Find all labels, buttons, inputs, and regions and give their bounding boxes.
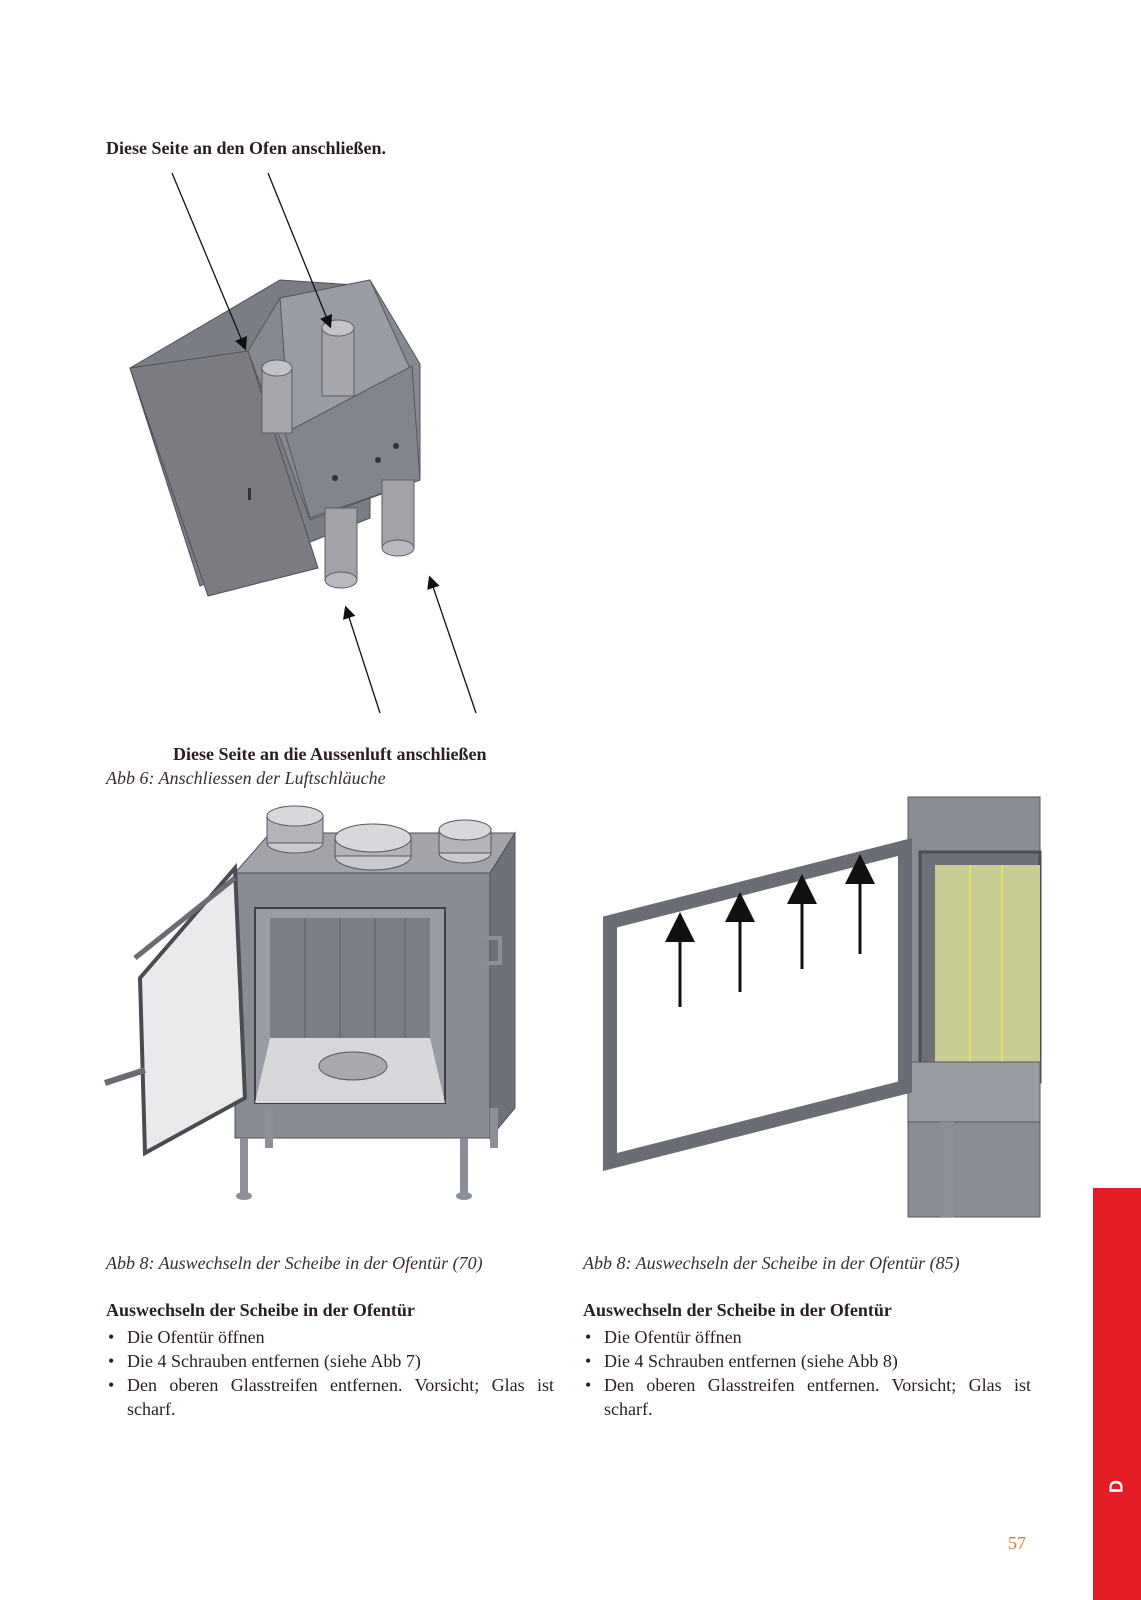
figure-stove-70 [105,808,555,1208]
left-instructions [106,1300,554,1421]
list-item: • Die Ofentür öffnen [583,1325,1031,1349]
left-section-title: Auswechseln der Scheibe in der Ofentür [106,1300,415,1320]
left-steps-list [106,1325,554,1421]
right-instructions [583,1300,1031,1421]
figure-air-box [120,168,520,728]
list-item: • Die Ofentür öffnen [106,1325,554,1349]
right-section-title: Auswechseln der Scheibe in der Ofentür [583,1300,892,1320]
language-tab-letter: D [1106,1480,1127,1493]
figure-door-85 [610,797,1055,1217]
list-item: • Die 4 Schrauben entfernen (siehe Abb 8) [583,1349,1031,1373]
list-item: • Den oberen Glasstreifen entfernen. Vorsicht; Glas ist scharf. [583,1373,1031,1421]
page-number: 57 [1008,1533,1026,1553]
bottom-caption: Diese Seite an die Aussenluft anschließen [173,744,487,764]
figure-8-caption-right: Abb 8: Auswechseln der Scheibe in der Ofentür (85) [583,1253,960,1273]
language-tab [1093,1188,1141,1600]
figure-8-caption-left: Abb 8: Auswechseln der Scheibe in der Ofentür (70) [106,1253,483,1273]
list-item: • Den oberen Glasstreifen entfernen. Vorsicht; Glas ist scharf. [106,1373,554,1421]
right-steps-list [583,1325,1031,1421]
list-item: • Die 4 Schrauben entfernen (siehe Abb 7) [106,1349,554,1373]
figure-6-caption: Abb 6: Anschliessen der Luftschläuche [106,768,386,788]
top-caption: Diese Seite an den Ofen anschließen. [106,138,387,158]
